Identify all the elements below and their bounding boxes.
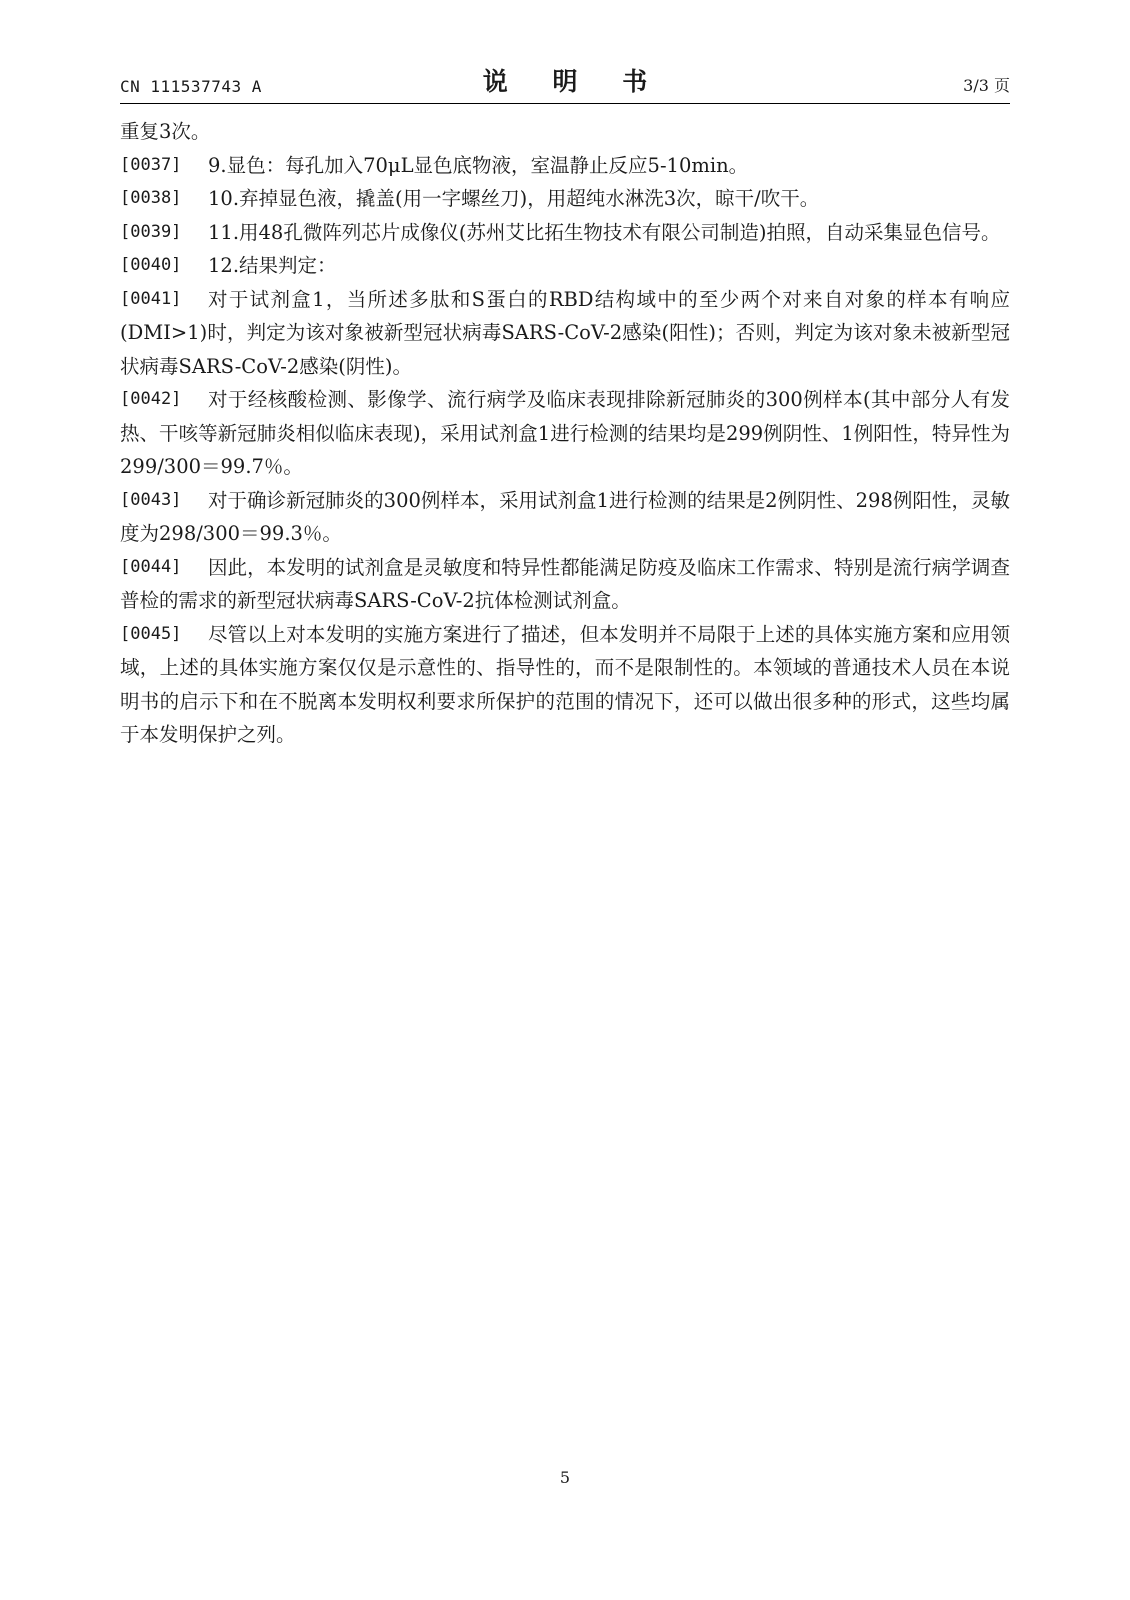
page-header xyxy=(120,60,1010,102)
paragraph-text: 9.显色：每孔加入70μL显色底物液，室温静止反应5-10min。 xyxy=(208,153,749,177)
paragraph-0039 xyxy=(120,216,1010,250)
document-body xyxy=(120,115,1010,752)
paragraph-text: 对于试剂盒1，当所述多肽和S蛋白的RBD结构域中的至少两个对来自对象的样本有响应(DMI>1)时，判定为该对象被新型冠状病毒SARS-CoV-2感染(阳性)；否则，判定为该对象未被新型冠状病毒SARS-CoV-2感染(阴性)。 xyxy=(120,287,1010,378)
paragraph-0042 xyxy=(120,383,1010,484)
paragraph-text: 对于确诊新冠肺炎的300例样本，采用试剂盒1进行检测的结果是2例阴性、298例阳性，灵敏度为298/300＝99.3％。 xyxy=(120,488,1010,545)
paragraph-number: [0039] xyxy=(120,221,182,242)
paragraph-0037 xyxy=(120,149,1010,183)
paragraph-text: 11.用48孔微阵列芯片成像仪(苏州艾比拓生物技术有限公司制造)拍照，自动采集显色信号。 xyxy=(208,220,1001,244)
paragraph-number: [0045] xyxy=(120,623,182,644)
document-title: 说 明 书 xyxy=(482,67,666,96)
paragraph-0043 xyxy=(120,484,1010,551)
paragraph-text: 10.弃掉显色液，撬盖(用一字螺丝刀)，用超纯水淋洗3次，晾干/吹干。 xyxy=(208,187,820,210)
paragraph-0038 xyxy=(120,182,1010,216)
page-count: 3/3 页 xyxy=(963,76,1010,95)
paragraph-text: 12.结果判定： xyxy=(208,254,337,277)
page-number: 5 xyxy=(559,1468,571,1487)
paragraph-0041 xyxy=(120,283,1010,384)
header-divider xyxy=(120,103,1010,104)
paragraph-text: 因此，本发明的试剂盒是灵敏度和特异性都能满足防疫及临床工作需求、特别是流行病学调查普检的需求的新型冠状病毒SARS-CoV-2抗体检测试剂盒。 xyxy=(120,555,1010,612)
paragraph-0044 xyxy=(120,551,1010,618)
paragraph-number: [0041] xyxy=(120,288,182,309)
paragraph-text: 对于经核酸检测、影像学、流行病学及临床表现排除新冠肺炎的300例样本(其中部分人有发热、干咳等新冠肺炎相似临床表现)，采用试剂盒1进行检测的结果均是299例阴性、1例阳性，特异性为299/300＝99.7％。 xyxy=(120,388,1010,478)
paragraph-number: [0038] xyxy=(120,188,182,208)
paragraph-number: [0042] xyxy=(120,389,182,409)
paragraph-0045 xyxy=(120,618,1010,752)
paragraph-text: 尽管以上对本发明的实施方案进行了描述，但本发明并不局限于上述的具体实施方案和应用领域，上述的具体实施方案仅仅是示意性的、指导性的，而不是限制性的。本领域的普通技术人员在本说明书的启示下和在不脱离本发明权利要求所保护的范围的情况下，还可以做出很多种的形式，这些均属于本发明保护之列。 xyxy=(120,622,1010,746)
document-number: CN 111537743 A xyxy=(120,77,262,96)
paragraph-number: [0040] xyxy=(120,255,182,275)
paragraph-number: [0044] xyxy=(120,556,182,577)
paragraph-continuation xyxy=(120,115,1010,149)
paragraph-number: [0043] xyxy=(120,489,182,510)
paragraph-text: 重复3次。 xyxy=(120,120,211,143)
paragraph-number: [0037] xyxy=(120,154,182,175)
paragraph-0040 xyxy=(120,249,1010,283)
